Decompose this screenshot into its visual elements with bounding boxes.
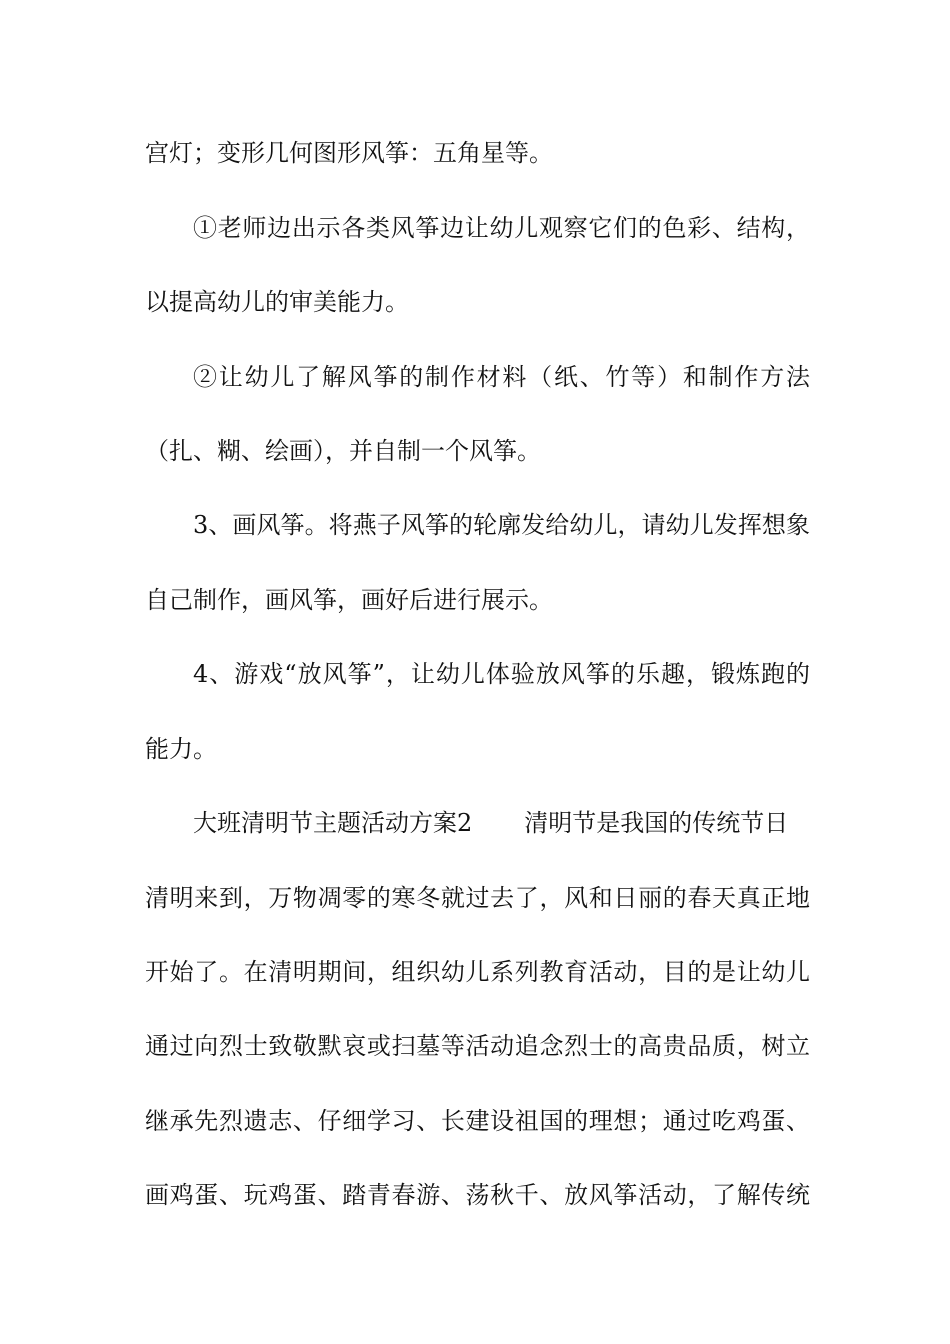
text-line: 画鸡蛋、玩鸡蛋、踏青春游、荡秋千、放风筝活动，了解传统 — [145, 1181, 810, 1209]
text-line: （扎、糊、绘画），并自制一个风筝。 — [145, 437, 541, 465]
text-line: 以提高幼儿的审美能力。 — [145, 288, 409, 316]
text-line: 继承先烈遗志、仔细学习、长建设祖国的理想；通过吃鸡蛋、 — [145, 1107, 810, 1135]
text-line: 能力。 — [145, 735, 217, 763]
text-line: 清明来到，万物凋零的寒冬就过去了，风和日丽的春天真正地 — [145, 884, 810, 912]
text-line: 自己制作，画风筝，画好后进行展示。 — [145, 586, 553, 614]
text-line: 开始了。在清明期间，组织幼儿系列教育活动，目的是让幼儿 — [145, 958, 810, 986]
text-line: 通过向烈士致敬默哀或扫墓等活动追念烈士的高贵品质，树立 — [145, 1032, 810, 1060]
section-heading-line — [193, 808, 810, 838]
text-line: ①老师边出示各类风筝边让幼儿观察它们的色彩、结构， — [193, 214, 810, 242]
text-line: 宫灯；变形几何图形风筝：五角星等。 — [145, 139, 553, 167]
text-line: 3、画风筝。将燕子风筝的轮廓发给幼儿，请幼儿发挥想象 — [193, 511, 810, 539]
section-intro: 清明节是我国的传统节日 — [524, 809, 789, 837]
text-line: ②让幼儿了解风筝的制作材料（纸、竹等）和制作方法 — [193, 363, 810, 391]
text-line: 4、游戏“放风筝”，让幼儿体验放风筝的乐趣，锻炼跑的 — [193, 660, 810, 688]
section-title: 大班清明节主题活动方案2 — [193, 809, 473, 837]
